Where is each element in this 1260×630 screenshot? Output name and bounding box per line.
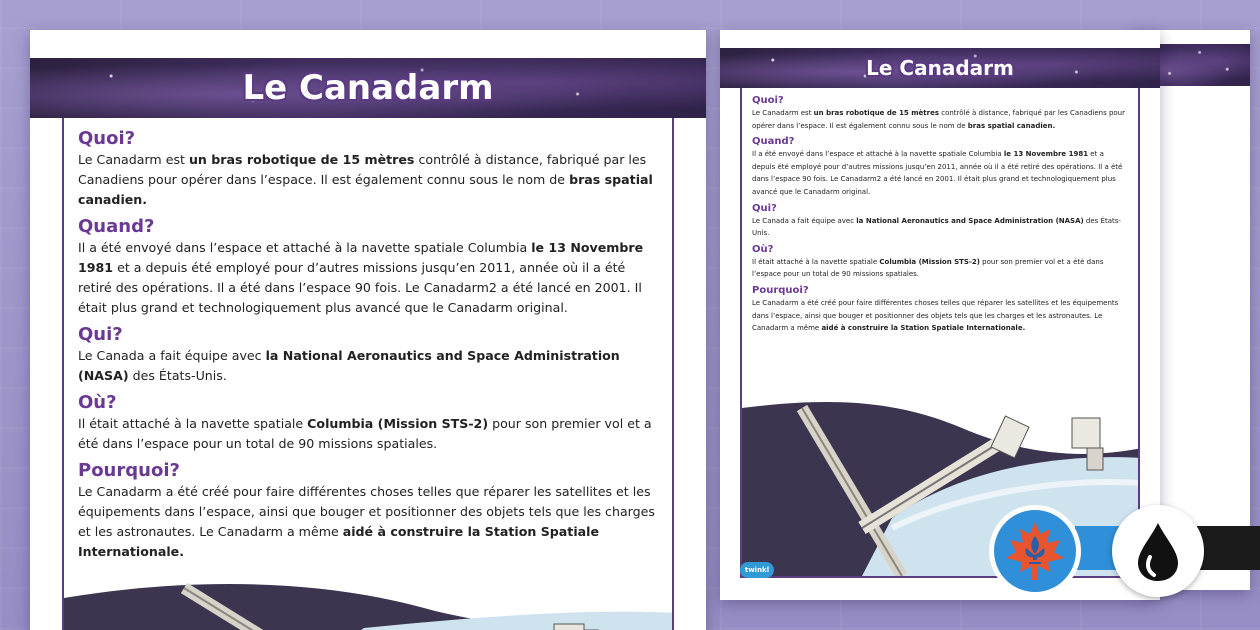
body-text: et a depuis été employé pour d’autres missions jusqu’en 2011, année où il a été retiré des opérations. Il a été dans l’espace 90 fois. Le Canadarm2 a été lancé en 2001. Il était plus grand et technologiquement plus avancé que le Canadarm original.: [752, 150, 1123, 196]
space-arm-illustration: [64, 568, 674, 630]
body-text: pour son premier vol et a été dans l’espace pour un total de 90 missions spatiales.: [78, 416, 652, 451]
bold-text: aidé à construire la Station Spatiale Internationale.: [78, 524, 599, 559]
section-3: [78, 392, 658, 454]
section-body: [78, 482, 658, 562]
page-banner: [30, 58, 706, 118]
body-text: Il a été envoyé dans l’espace et attaché à la navette spatiale Columbia: [752, 150, 1004, 159]
section-heading: Qui?: [78, 324, 123, 345]
quebec-badge: [989, 505, 1081, 597]
section-0: [78, 128, 658, 210]
section-4: [752, 284, 1128, 335]
section-body: [78, 346, 658, 386]
bold-text: la National Aeronautics and Space Administration (NASA): [856, 216, 1084, 225]
body-text: Le Canada a fait équipe avec: [752, 216, 857, 225]
sections-list: [78, 128, 658, 562]
section-heading: Pourquoi?: [78, 460, 180, 481]
content-frame-small: [740, 88, 1140, 578]
body-text: contrôlé à distance, fabriqué par les Canadiens pour opérer dans l’espace. Il est également connu sous le nom de: [78, 152, 647, 187]
body-text: Il était attaché à la navette spatiale: [78, 416, 308, 431]
section-body: [78, 414, 658, 454]
body-text: des États-Unis.: [128, 368, 227, 383]
body-text: Le Canadarm a été créé pour faire différentes choses telles que réparer les satellites et les équipements dans l’espace, ainsi que bouger et positionner des objets tels que les charges et les astronautes. Le Canadarm a même: [752, 298, 1119, 333]
bold-text: le 13 Novembre 1981: [78, 240, 644, 275]
ink-badge: [1112, 505, 1204, 597]
page-title-small: Le Canadarm: [866, 56, 1014, 80]
body-text: Il a été envoyé dans l’espace et attaché à la navette spatiale Columbia: [78, 240, 532, 255]
worksheet-page-large: [30, 30, 706, 630]
page-banner-small: [720, 48, 1160, 88]
body-text: des États-Unis.: [752, 216, 1121, 238]
section-1: [78, 216, 658, 318]
bold-text: bras spatial canadien.: [967, 121, 1056, 130]
bold-text: Columbia (Mission STS-2): [307, 416, 489, 431]
twinkl-logo: twinkl: [740, 562, 774, 578]
ink-drop-icon: [1130, 519, 1186, 583]
body-text: Le Canadarm est: [752, 109, 814, 117]
section-heading: Qui?: [752, 202, 777, 214]
section-body: [752, 148, 1128, 198]
section-2: [78, 324, 658, 386]
body-text: Le Canada a fait équipe avec: [78, 348, 266, 363]
body-text: Le Canadarm est: [78, 152, 189, 167]
section-2: [752, 202, 1128, 240]
section-body: [752, 256, 1128, 281]
bold-text: la National Aeronautics and Space Administration (NASA): [78, 348, 620, 383]
bold-text: un bras robotique de 15 mètres: [813, 109, 939, 117]
bold-text: aidé à construire la Station Spatiale Internationale.: [821, 324, 1026, 333]
body-text: contrôlé à distance, fabriqué par les Canadiens pour opérer dans l’espace. Il est également connu sous le nom de: [752, 109, 1125, 130]
sections-list-small: [752, 94, 1128, 335]
section-4: [78, 460, 658, 562]
page-title: Le Canadarm: [242, 68, 494, 108]
section-body: [752, 215, 1128, 240]
section-heading: Quand?: [78, 216, 155, 237]
bold-text: bras spatial canadien.: [78, 172, 653, 207]
body-text: pour son premier vol et a été dans l’espace pour un total de 90 missions spatiales.: [752, 257, 1104, 279]
bold-text: le 13 Novembre 1981: [1003, 150, 1089, 159]
section-heading: Où?: [752, 243, 774, 255]
section-body: [78, 238, 658, 318]
bold-text: Columbia (Mission STS-2): [879, 257, 980, 266]
badge-strip-black: [1195, 526, 1260, 570]
content-frame: [62, 118, 674, 630]
body-text: Il était attaché à la navette spatiale: [752, 257, 880, 266]
worksheet-page-small: [720, 30, 1160, 600]
section-heading: Quoi?: [752, 95, 784, 106]
body-text: et a depuis été employé pour d’autres missions jusqu’en 2011, année où il a été retiré des opérations. Il a été dans l’espace 90 fois. Le Canadarm2 a été lancé en 2001. Il était plus grand et technologiquement plus avancé que le Canadarm original.: [78, 260, 642, 315]
section-body: [752, 297, 1128, 335]
section-body: [78, 150, 658, 210]
bold-text: un bras robotique de 15 mètres: [188, 152, 415, 167]
section-heading: Quoi?: [78, 128, 136, 149]
section-heading: Quand?: [752, 136, 795, 148]
section-body: [752, 107, 1128, 132]
section-0: [752, 94, 1128, 132]
section-heading: Où?: [78, 392, 117, 413]
body-text: Le Canadarm a été créé pour faire différentes choses telles que réparer les satellites et les équipements dans l’espace, ainsi que bouger et positionner des objets tels que les charges et les astronautes. Le Canadarm a même: [78, 484, 655, 539]
section-3: [752, 243, 1128, 281]
quebec-maple-fleur-de-lis-icon: [1002, 518, 1068, 584]
section-heading: Pourquoi?: [752, 284, 809, 296]
section-1: [752, 135, 1128, 198]
